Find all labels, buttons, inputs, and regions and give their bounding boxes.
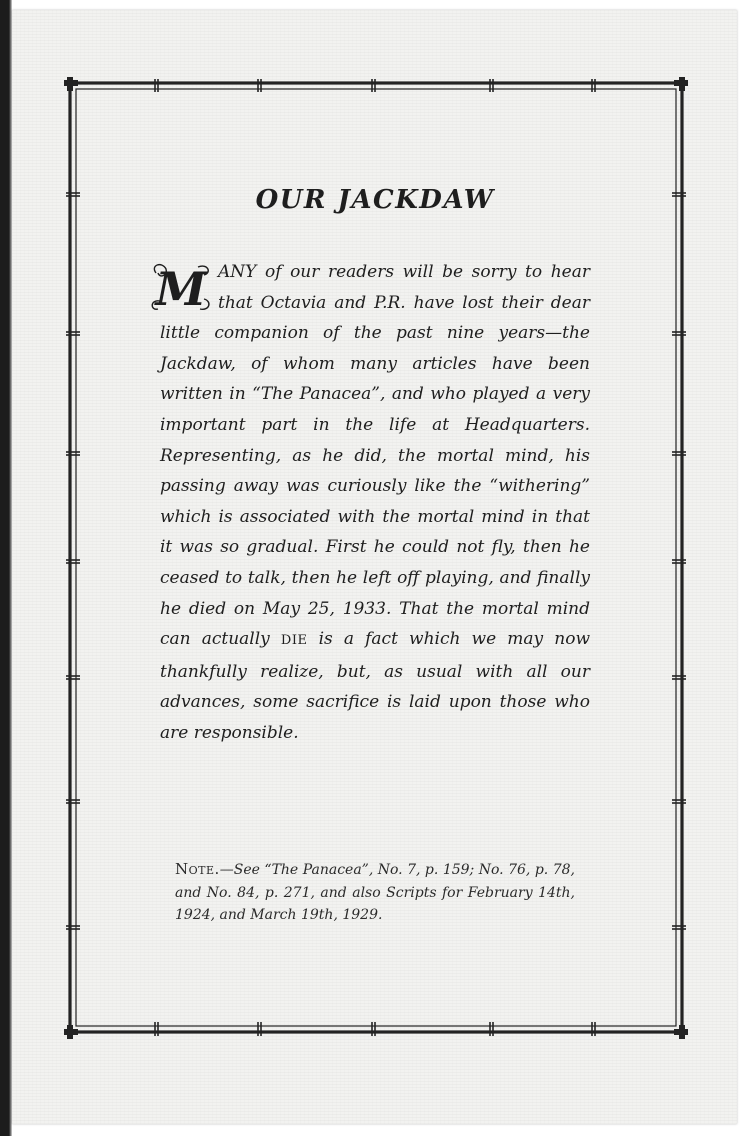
article-title: OUR JACKDAW (255, 185, 495, 215)
edge-ornaments-right (672, 193, 686, 929)
edge-ornaments-bottom (155, 1022, 595, 1036)
note-text: —See “The Panacea”, No. 7, p. 159; No. 76, p. 78, and No. 84, p. 271, and also Scripts for February 14th, 1924, and March 19th, 1929. (175, 862, 575, 923)
ornate-dropcap-m (148, 259, 214, 315)
note-label: Note. (175, 860, 220, 878)
corner-ornament-bottom-left (64, 1025, 78, 1039)
footnote (175, 858, 575, 927)
edge-ornaments-left (66, 193, 80, 929)
body-emphasis-die: DIE (280, 633, 308, 649)
body-closing-text: is a fact which we may now thankfully realize, but, as usual with all our advances, some sacrifice is laid upon those who are responsible. (160, 629, 591, 743)
body-opening-text: ANY of our readers will be sorry to hear that Octavia and P.R. have lost their dear little companion of the past nine years—the Jackdaw, of whom many articles have been written in “The Panacea”, and who played a very important part in the life at Headquarters. Representing, as he did, the mortal mind, his passing away was curiously like the “withering” which is associated with the mortal mind in that it was so gradual. First he could not fly, then he ceased to talk, then he left off playing, and finally he died on May 25, 1933. That the mortal mind can actually (160, 262, 590, 650)
corner-ornament-bottom-right (674, 1025, 688, 1039)
edge-ornaments-top (155, 79, 595, 92)
article-body (155, 257, 591, 749)
svg-text:M: M (155, 262, 207, 315)
